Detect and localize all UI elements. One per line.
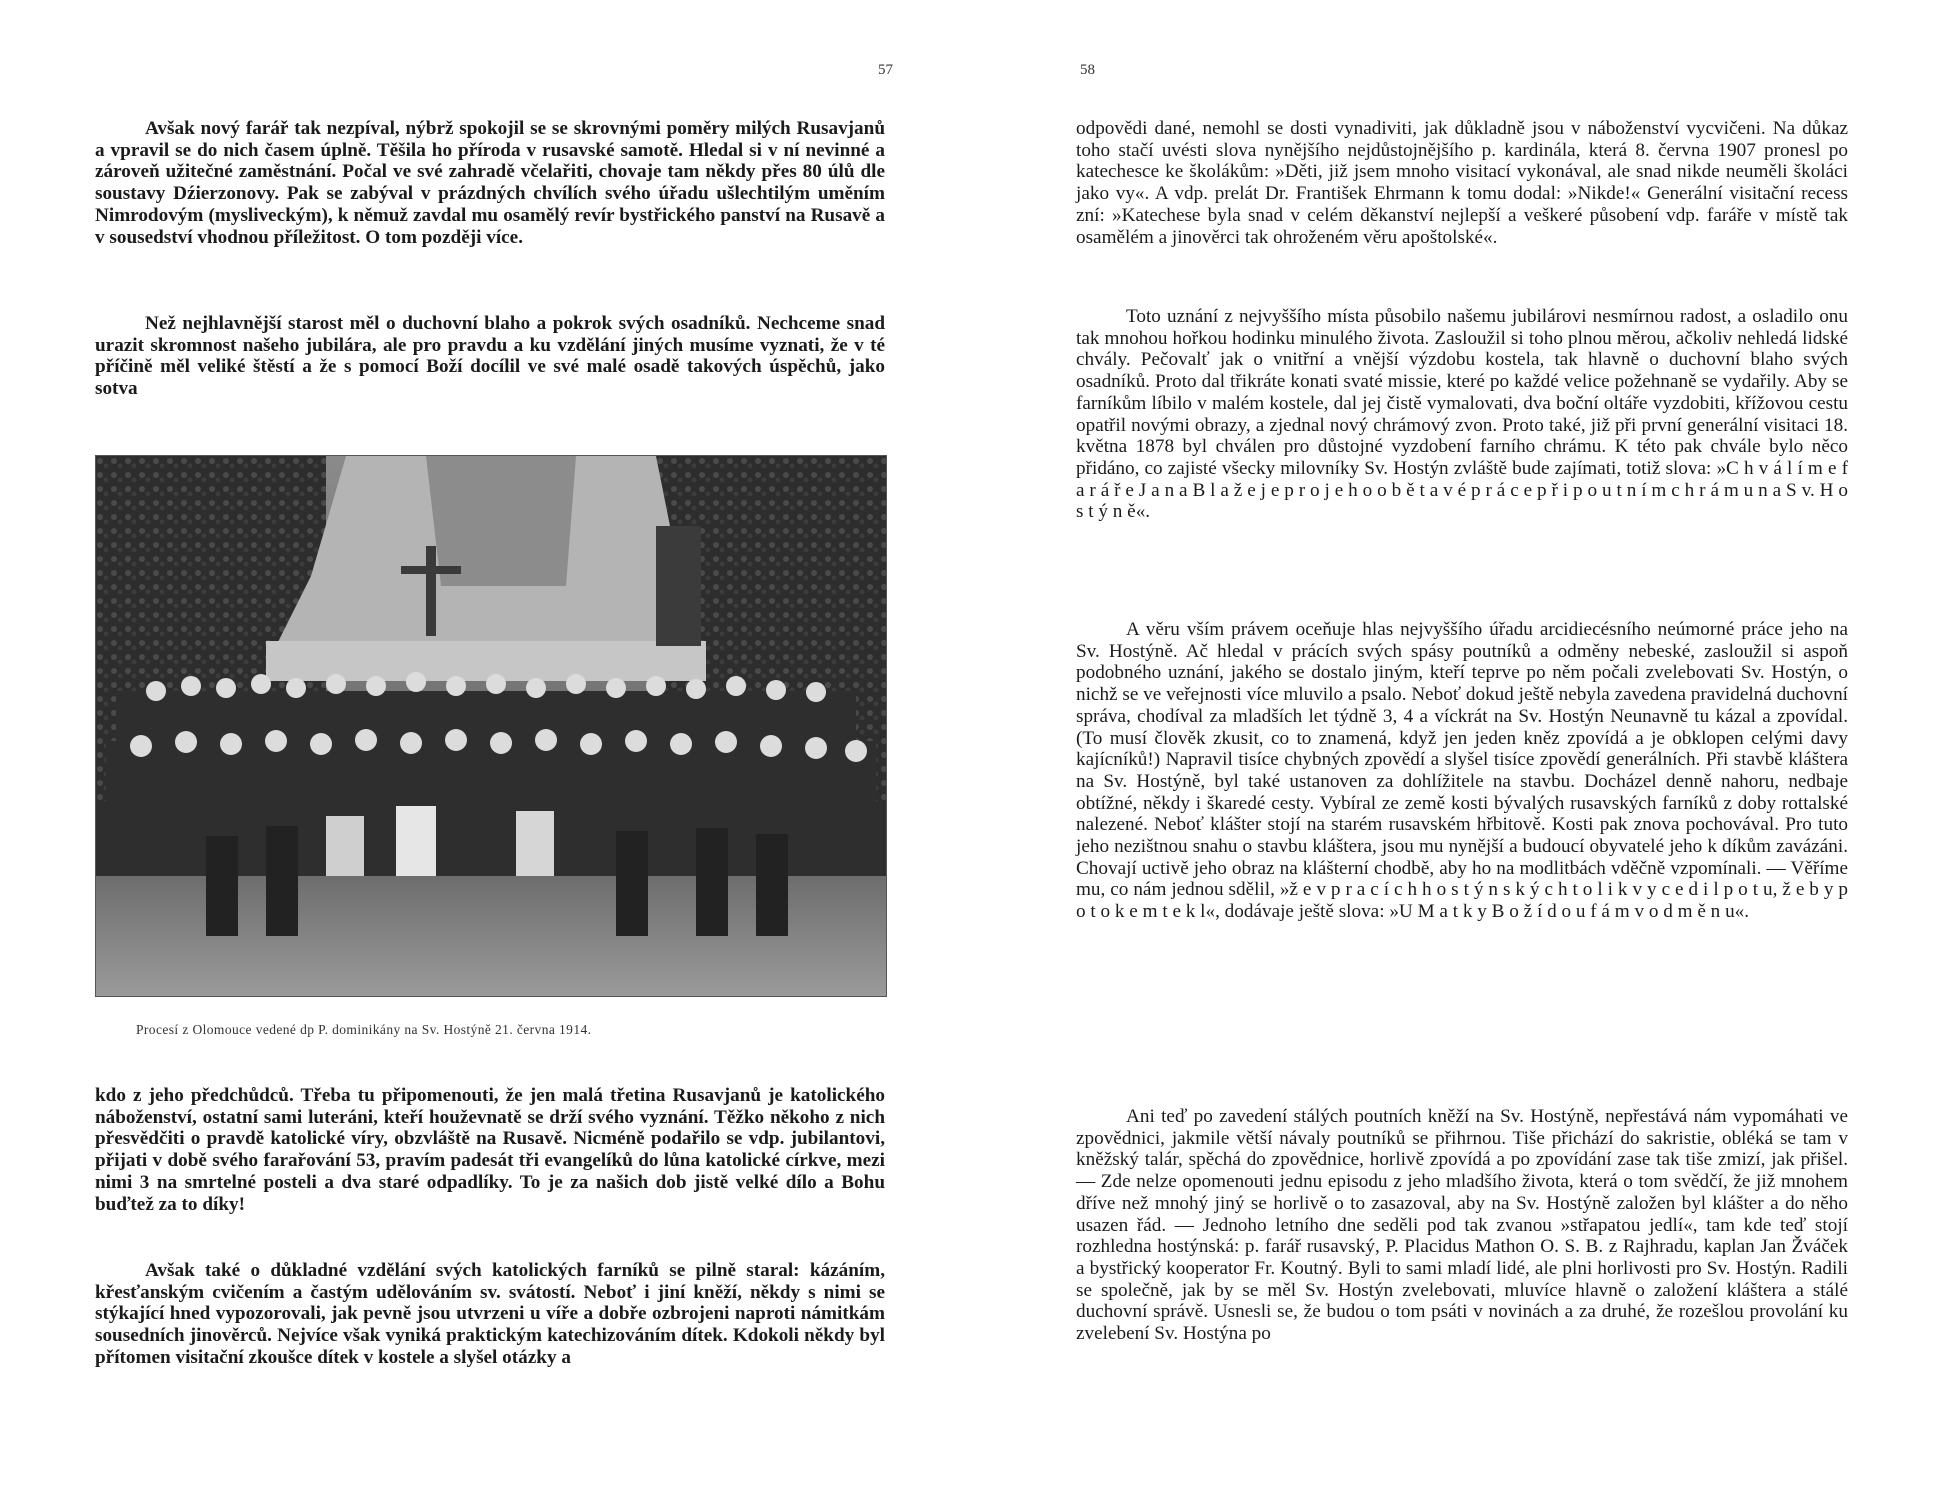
right-paragraph-3: A věru vším právem oceňuje hlas nejvyššího úřadu arcidiecésního neúmorné práce jeho na Sv. Hostýně. Ač hledal v prácích svých spásy poutníků a odměny nebeské, zasloužil si aspoň podobného uznání, jakého se dostalo jiným, kteří teprve po něm počali zvelebovati Sv. Hostýn, o nichž se ve veřejnosti více mluvilo a psalo. Neboť dokud ještě nebyla zavedena pravidelná duchovní správa, chodíval za mladších let týdně 3, 4 a víckrát na Sv. Hostýn Neunavně tu kázal a zpovídal. (To musí člověk zkusit, co to znamená, když jen jeden kněz zpovídá a je obklopen celými davy kajícníků!) Napravil tisíce chybných zpovědí a slyšel tisíce zpovědí generálních. Při stavbě kláštera na Sv. Hostýně, byl také ustanoven za dohlížitele na stavbu. Docházel denně nahoru, nedbaje obtížné, někdy i škaredé cesty. Vybíral ze země kosti bývalých rusavských farníků z doby rottalské nalezené. Neboť klášter stojí na starém rusavském hřbitově. Kosti pak znova pochovával. Pro tuto jeho nezištnou snahu o stavbu kláštera, jsou mu nynější a budoucí obyvatelé jeho k díkům zavázáni. Chovají uctivě jeho obraz na klášterní chodbě, aby ho na modlitbách vděčně vzpomínali. — Věříme mu, co nám jednou sdělil, »ž e v p r a c í c h h o s t ý n s k ý c h t o l i k v y c e d i l p o t u, ž e b y p o t o k e m t e k l«, dodávaje ještě slova: »U M a t k y B o ž í d o u f á m v o d m ě n u«. xyxy=(1076,619,1848,923)
procession-photograph xyxy=(95,455,887,997)
right-paragraph-1: odpovědi dané, nemohl se dosti vynadiviti, jak důkladně jsou v náboženství vycvičeni. Na důkaz toho stačí uvésti slova nynějšího nejdůstojnějšího p. kardinála, která 8. června 1907 pronesl po katechesce ke školákům: »Děti, již jsem mnoho visitací vykonával, ale snad nikde neuměli školáci jako vy«. A vdp. prelát Dr. František Ehrmann k tomu dodal: »Nikde!« Generální visitační recess zní: »Katechese byla snad v celém děkanství nejlepší a veškeré působení vdp. faráře v místě tak osamělém a jinověrci tak ohroženém věru apoštolské«. xyxy=(1076,118,1848,248)
left-paragraph-1: Avšak nový farář tak nezpíval, nýbrž spokojil se se skrovnými poměry milých Rusavjanů a vpravil se do nich časem úplně. Těšila ho příroda v rusavské samotě. Hledal si v ní nevinné a zároveň užitečné zaměstnání. Počal ve své zahradě včelařiti, chovaje tam někdy přes 80 úlů dle soustavy Dźierzonovy. Pak se zabýval v prázdných chvílích svého úřadu ušlechtilým uměním Nimrodovým (mysliveckým), k němuž zavdal mu osamělý revír bystřického panství na Rusavě a v sousedství vhodnou příležitost. O tom později více. xyxy=(95,118,885,248)
left-paragraph-4: Avšak také o důkladné vzdělání svých katolických farníků se pilně staral: kázáním, křesťanským cvičením a častým udělováním sv. svátostí. Neboť i jiní kněží, někdy s nimi se stýkající hned vypozorovali, jak pevně jsou utvrzeni u víře a dobře ozbrojeni naproti námitkám sousedních jinověrců. Nejvíce však vyniká praktickým katechizováním dítek. Kdokoli někdy byl přítomen visitační zkoušce dítek v kostele a slyšel otázky a xyxy=(95,1260,885,1368)
page-number-right: 58 xyxy=(1080,62,1095,78)
photo-caption: Procesí z Olomouce vedené dp P. dominikány na Sv. Hostýně 21. června 1914. xyxy=(136,1022,592,1037)
left-paragraph-2: Než nejhlavnější starost měl o duchovní blaho a pokrok svých osadníků. Nechceme snad urazit skromnost našeho jubilára, ale pro pravdu a ku vzdělání jiných musíme vyznati, že v té příčině měl veliké štěstí a že s pomocí Boží docílil ve své malé osadě takových úspěchů, jako sotva xyxy=(95,313,885,400)
right-paragraph-4: Ani teď po zavedení stálých poutních kněží na Sv. Hostýně, nepřestává nám vypomáhati ve zpovědnici, jakmile větší návaly poutníků se přihrnou. Tiše přichází do sakristie, obléká se tam v kněžský talár, spěchá do zpovědnice, horlivě zpovídá a po zpovídání zase tak tiše zmizí, jak přišel. — Zde nelze opomenouti jednu episodu z jeho mladšího života, která o tom svědčí, že již mnohem dříve než mnohý jiný se horlivě o to zasazoval, aby na Sv. Hostýně založen byl klášter a do něho usazen řád. — Jednoho letního dne seděli pod tak zvanou »střapatou jedlí«, tam kde teď stojí rozhledna hostýnská: p. farář rusavský, P. Placidus Mathon O. S. B. z Rajhradu, kaplan Jan Žváček a bystřický kooperator Fr. Koutný. Byli to sami mladí lidé, ale plni horlivosti pro Sv. Hostýn. Radili se společně, jak by se měl Sv. Hostýn zvelebovati, mluvíce hlavně o založení kláštera a stálé duchovní správě. Usnesli se, že budou o tom psáti v novinách a za druhé, že rozešlou provolání ku zvelebení Sv. Hostýna po xyxy=(1076,1106,1848,1345)
left-paragraph-3: kdo z jeho předchůdců. Třeba tu připomenouti, že jen malá třetina Rusavjanů je katolického náboženství, ostatní sami luteráni, kteří houževnatě se drží svého vyznání. Těžko někoho z nich přesvědčiti o pravdě katolické víry, obzvláště na Rusavě. Nicméně podařilo se vdp. jubilantovi, přijati v době svého farařování 53, pravím padesát tři evangelíků do lůna katolické církve, mezi nimi 3 na smrtelné posteli a dva staré odpadlíky. To je za našich dob jistě velké dílo a Bohu buďtež za to díky! xyxy=(95,1085,885,1215)
procession-photo-image xyxy=(96,456,886,996)
right-paragraph-2: Toto uznání z nejvyššího místa působilo našemu jubilárovi nesmírnou radost, a osladilo onu tak mnohou hořkou hodinku minulého života. Zasloužil si toho plnou měrou, ačkoliv nehledá lidské chvály. Pečovalť jak o vnitřní a vnější výzdobu kostela, tak hlavně o duchovní blaho svých osadníků. Proto dal třikráte konati svaté missie, které po každé velice požehnaně se vydařily. Aby se farníkům líbilo v malém kostele, dal jej čistě vymalovati, dva boční oltáře vyzdobiti, křížovou cestu opatřil novými obrazy, a zjednal nový chrámový zvon. Proto také, již při první generální visitaci 18. května 1878 byl chválen pro důstojné vyzdobení farního chrámu. K této pak chvále bylo něco přidáno, co zajisté všecky milovníky Sv. Hostýn zvláště bude zajímati, totiž slova: »C h v á l í m e f a r á ř e J a n a B l a ž e j e p r o j e h o o b ě t a v é p r á c e p ř i p o u t n í m c h r á m u n a S v. H o s t ý n ě«. xyxy=(1076,306,1848,523)
page-number-left: 57 xyxy=(878,62,893,78)
